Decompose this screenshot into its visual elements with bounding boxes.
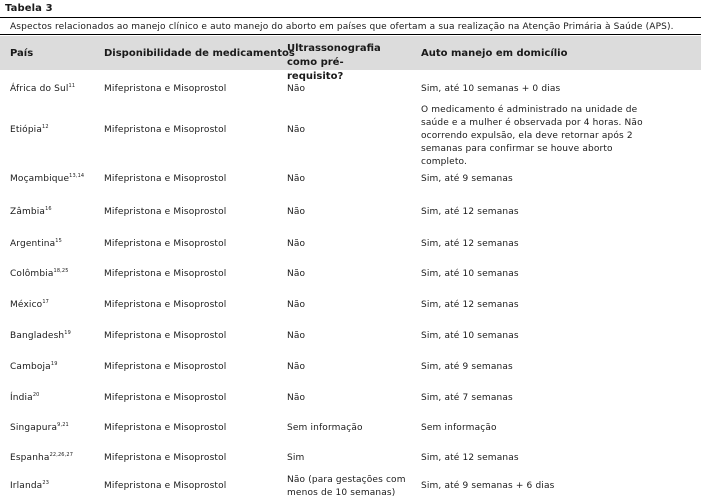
country-name: África do Sul bbox=[10, 84, 69, 94]
country-name: Zâmbia bbox=[10, 207, 46, 217]
cell-home-management: Sim, até 12 semanas bbox=[421, 453, 519, 463]
cell-medication: Mifepristona e Misoprostol bbox=[104, 125, 227, 135]
reference-superscript: 19 bbox=[64, 330, 71, 336]
country-name: Etiópia bbox=[10, 125, 43, 135]
country-name: Espanha bbox=[10, 453, 50, 463]
cell-country bbox=[10, 268, 69, 281]
country-name: Moçambique bbox=[10, 174, 70, 184]
cell-ultrasound: Não (para gestações com menos de 10 semanas) bbox=[287, 475, 406, 498]
table-label: Tabela 3 bbox=[5, 3, 53, 14]
cell-country bbox=[10, 206, 52, 219]
country-name: Colômbia bbox=[10, 269, 54, 279]
cell-ultrasound: Não bbox=[287, 269, 306, 279]
reference-superscript: 19 bbox=[50, 361, 58, 367]
table-header-row bbox=[0, 36, 701, 82]
cell-country bbox=[10, 392, 40, 405]
cell-ultrasound: Não bbox=[287, 174, 306, 184]
cell-medication: Mifepristona e Misoprostol bbox=[104, 174, 227, 184]
cell-home-management: O medicamento é administrado na unidade de saúde e a mulher é observada por 4 horas. Não ocorrendo expulsão, ela deve retornar após 2 semanas para confirmar se houve aborto completo. bbox=[421, 105, 643, 167]
cell-ultrasound: Não bbox=[287, 84, 306, 94]
cell-medication: Mifepristona e Misoprostol bbox=[104, 481, 227, 491]
reference-superscript: 16 bbox=[45, 206, 52, 212]
cell-country bbox=[10, 124, 49, 137]
cell-country bbox=[10, 452, 73, 465]
cell-country bbox=[10, 480, 49, 493]
table-caption: Aspectos relacionados ao manejo clínico e auto manejo do aborto em países que ofertam a sua realização na Atenção Primária à Saúde (APS). bbox=[0, 17, 701, 35]
reference-superscript: 18,25 bbox=[53, 268, 69, 274]
country-name: Irlanda bbox=[10, 481, 43, 491]
cell-country bbox=[10, 361, 58, 374]
cell-ultrasound: Sem informação bbox=[287, 423, 363, 433]
country-name: Argentina bbox=[10, 239, 56, 249]
cell-home-management: Sim, até 12 semanas bbox=[421, 300, 519, 310]
cell-ultrasound: Não bbox=[287, 393, 306, 403]
reference-superscript: 9,21 bbox=[57, 422, 69, 428]
cell-home-management: Sem informação bbox=[421, 423, 497, 433]
cell-home-management: Sim, até 10 semanas bbox=[421, 269, 519, 279]
reference-superscript: 22,26,27 bbox=[49, 452, 74, 458]
cell-home-management: Sim, até 7 semanas bbox=[421, 393, 513, 403]
country-name: Índia bbox=[10, 393, 33, 403]
cell-country bbox=[10, 173, 84, 186]
cell-home-management: Sim, até 12 semanas bbox=[421, 207, 519, 217]
cell-ultrasound: Não bbox=[287, 362, 306, 372]
cell-country bbox=[10, 330, 71, 343]
country-name: México bbox=[10, 300, 43, 310]
reference-superscript: 17 bbox=[42, 299, 49, 305]
cell-home-management: Sim, até 9 semanas bbox=[421, 362, 513, 372]
cell-ultrasound: Não bbox=[287, 239, 306, 249]
country-name: Bangladesh bbox=[10, 331, 65, 341]
cell-medication: Mifepristona e Misoprostol bbox=[104, 423, 227, 433]
cell-home-management: Sim, até 10 semanas + 0 dias bbox=[421, 84, 561, 94]
reference-superscript: 13,14 bbox=[69, 173, 85, 179]
reference-superscript: 12 bbox=[42, 124, 49, 130]
reference-superscript: 23 bbox=[42, 480, 50, 486]
cell-country bbox=[10, 422, 69, 435]
cell-country bbox=[10, 238, 62, 251]
cell-home-management: Sim, até 9 semanas + 6 dias bbox=[421, 481, 555, 491]
cell-medication: Mifepristona e Misoprostol bbox=[104, 84, 227, 94]
cell-medication: Mifepristona e Misoprostol bbox=[104, 362, 227, 372]
reference-superscript: 11 bbox=[68, 83, 76, 89]
cell-home-management: Sim, até 12 semanas bbox=[421, 239, 519, 249]
header-home-management: Auto manejo em domicílio bbox=[421, 48, 568, 59]
cell-ultrasound: Não bbox=[287, 331, 306, 341]
cell-ultrasound: Não bbox=[287, 125, 306, 135]
reference-superscript: 15 bbox=[55, 238, 62, 244]
cell-medication: Mifepristona e Misoprostol bbox=[104, 239, 227, 249]
reference-superscript: 20 bbox=[32, 392, 40, 398]
cell-medication: Mifepristona e Misoprostol bbox=[104, 300, 227, 310]
cell-medication: Mifepristona e Misoprostol bbox=[104, 331, 227, 341]
header-medication: Disponibilidade de medicamentos bbox=[104, 48, 295, 59]
cell-home-management: Sim, até 10 semanas bbox=[421, 331, 519, 341]
cell-medication: Mifepristona e Misoprostol bbox=[104, 453, 227, 463]
cell-ultrasound: Sim bbox=[287, 453, 305, 463]
cell-medication: Mifepristona e Misoprostol bbox=[104, 207, 227, 217]
cell-medication: Mifepristona e Misoprostol bbox=[104, 269, 227, 279]
cell-country bbox=[10, 299, 49, 312]
country-name: Singapura bbox=[10, 423, 58, 433]
country-name: Camboja bbox=[10, 362, 51, 372]
cell-ultrasound: Não bbox=[287, 300, 306, 310]
cell-ultrasound: Não bbox=[287, 207, 306, 217]
cell-home-management: Sim, até 9 semanas bbox=[421, 174, 513, 184]
header-ultrasound: Ultrassonografia como pré-requisito? bbox=[287, 43, 381, 82]
cell-medication: Mifepristona e Misoprostol bbox=[104, 393, 227, 403]
header-country: País bbox=[10, 48, 34, 59]
cell-country bbox=[10, 83, 75, 96]
